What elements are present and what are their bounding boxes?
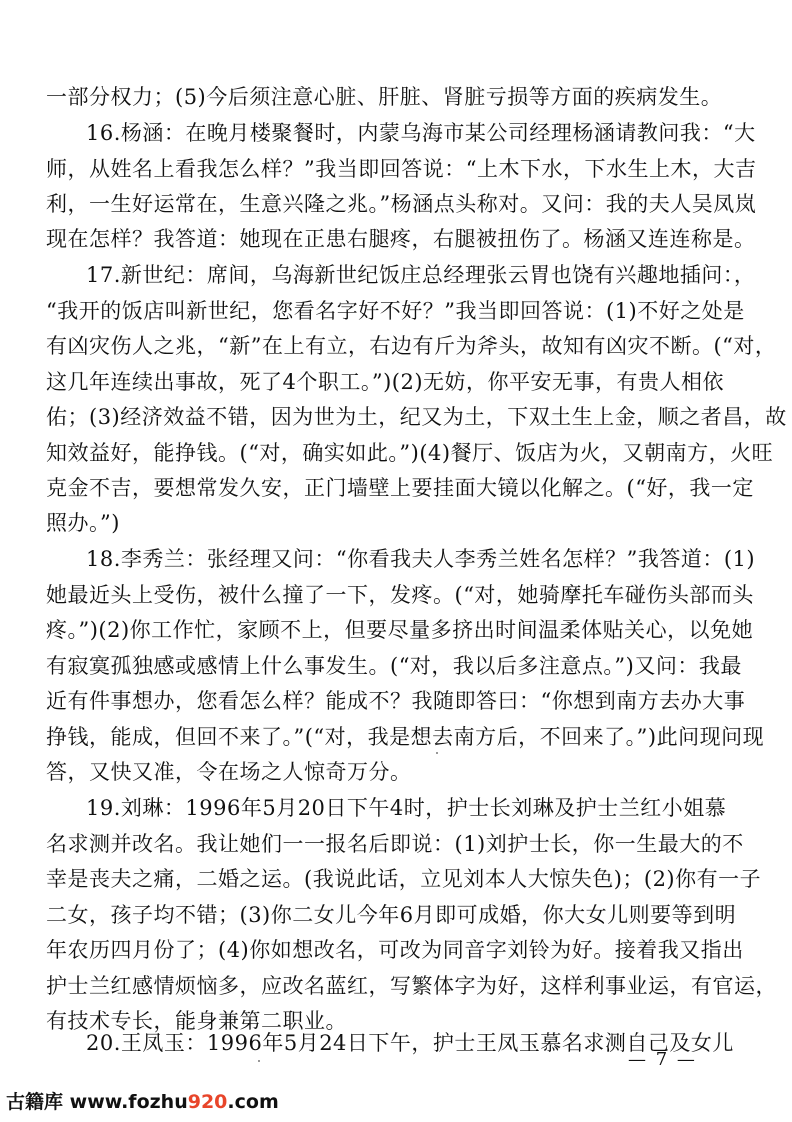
page-number: — 7 — — [628, 1049, 697, 1070]
watermark-site-name: 古籍库 — [6, 1091, 64, 1113]
text-line: “我开的饭店叫新世纪，您看名字好不好？”我当即回答说：(1)不好之处是 — [46, 299, 745, 323]
text-line: 佑；(3)经济效益不错，因为世为土，纪又为土，下双土生上金，顺之者昌，故 — [46, 405, 787, 429]
text-line: 有技术专长，能身兼第二职业。 — [46, 1009, 347, 1033]
text-line: 知效益好，能挣钱。(“对，确实如此。”)(4)餐厅、饭店为火，又朝南方，火旺 — [46, 441, 774, 465]
scan-speck — [436, 752, 438, 754]
text-line: 师，从姓名上看我怎么样？”我当即回答说：“上木下水，下水生上木，大吉 — [46, 157, 757, 181]
text-line: 17.新世纪：席间，乌海新世纪饭庄总经理张云胃也饶有兴趣地插问：， — [86, 263, 756, 287]
scan-speck — [258, 1060, 260, 1062]
watermark-url-suffix: .com — [227, 1091, 279, 1113]
text-line: 名求测并改名。我让她们一一报名后即说：(1)刘护士长，你一生最大的不 — [46, 832, 744, 856]
text-line: 疼。”)(2)你工作忙，家顾不上，但要尽量多挤出时间温柔体贴关心，以免她 — [46, 618, 754, 642]
watermark-url-digits: 920 — [187, 1091, 228, 1113]
text-line: 挣钱，能成，但回不来了。”(“对，我是想去南方后，不回来了。”)此问现问现 — [46, 725, 765, 749]
text-line: 利，一生好运常在，生意兴隆之兆。”杨涵点头称对。又问：我的夫人吴凤岚 — [46, 192, 757, 216]
text-line: 二女，孩子均不错；(3)你二女儿今年6月即可成婚，你大女儿则要等到明 — [46, 903, 737, 927]
text-line: 答，又快又准，令在场之人惊奇万分。 — [46, 760, 412, 784]
text-line: 护士兰红感情烦恼多，应改名蓝红，写繁体字为好，这样利事业运，有官运， — [46, 974, 777, 998]
text-line: 19.刘琳：1996年5月20日下午4时，护士长刘琳及护士兰红小姐慕 — [86, 796, 727, 820]
text-line: 20.王凤玉：1996年5月24日下午，护士王凤玉慕名求测自己及女儿 — [86, 1031, 734, 1055]
text-line: 克金不吉，要想常发久安，正门墙壁上要挂面大镜以化解之。(“好，我一定 — [46, 476, 754, 500]
text-line: 年农历四月份了；(4)你如想改名，可改为同音字刘铃为好。接着我又指出 — [46, 938, 744, 962]
text-line: 这几年连续出事故，死了4个职工。”)(2)无妨，你平安无事，有贵人相依 — [46, 370, 725, 394]
text-line: 18.李秀兰：张经理又问：“你看我夫人李秀兰姓名怎样？”我答道：(1) — [86, 547, 756, 571]
text-line: 16.杨涵：在晚月楼聚餐时，内蒙乌海市某公司经理杨涵请教问我：“大 — [86, 121, 756, 145]
text-line: 幸是丧夫之痛，二婚之运。(我说此话，立见刘本人大惊失色)；(2)你有一子 — [46, 867, 762, 891]
text-line: 有凶灾伤人之兆，“新”在上有立，右边有斤为斧头，故知有凶灾不断。(“对， — [46, 334, 777, 358]
text-line: 一部分权力；(5)今后须注意心脏、肝脏、肾脏亏损等方面的疾病发生。 — [46, 85, 723, 109]
text-line: 现在怎样？我答道：她现在正患右腿疼，右腿被扭伤了。杨涵又连连称是。 — [46, 227, 756, 251]
text-line: 有寂寞孤独感或感情上什么事发生。(“对，我以后多注意点。”)又问：我最 — [46, 654, 742, 678]
watermark-logo — [6, 1089, 279, 1115]
text-line: 照办。”) — [46, 511, 120, 535]
text-line: 她最近头上受伤，被什么撞了一下，发疼。(“对，她骑摩托车碰伤头部而头 — [46, 583, 754, 607]
watermark-url-prefix: www.fozhu — [69, 1091, 188, 1113]
text-line: 近有件事想办，您看怎么样？能成不？我随即答曰：“你想到南方去办大事 — [46, 689, 746, 713]
